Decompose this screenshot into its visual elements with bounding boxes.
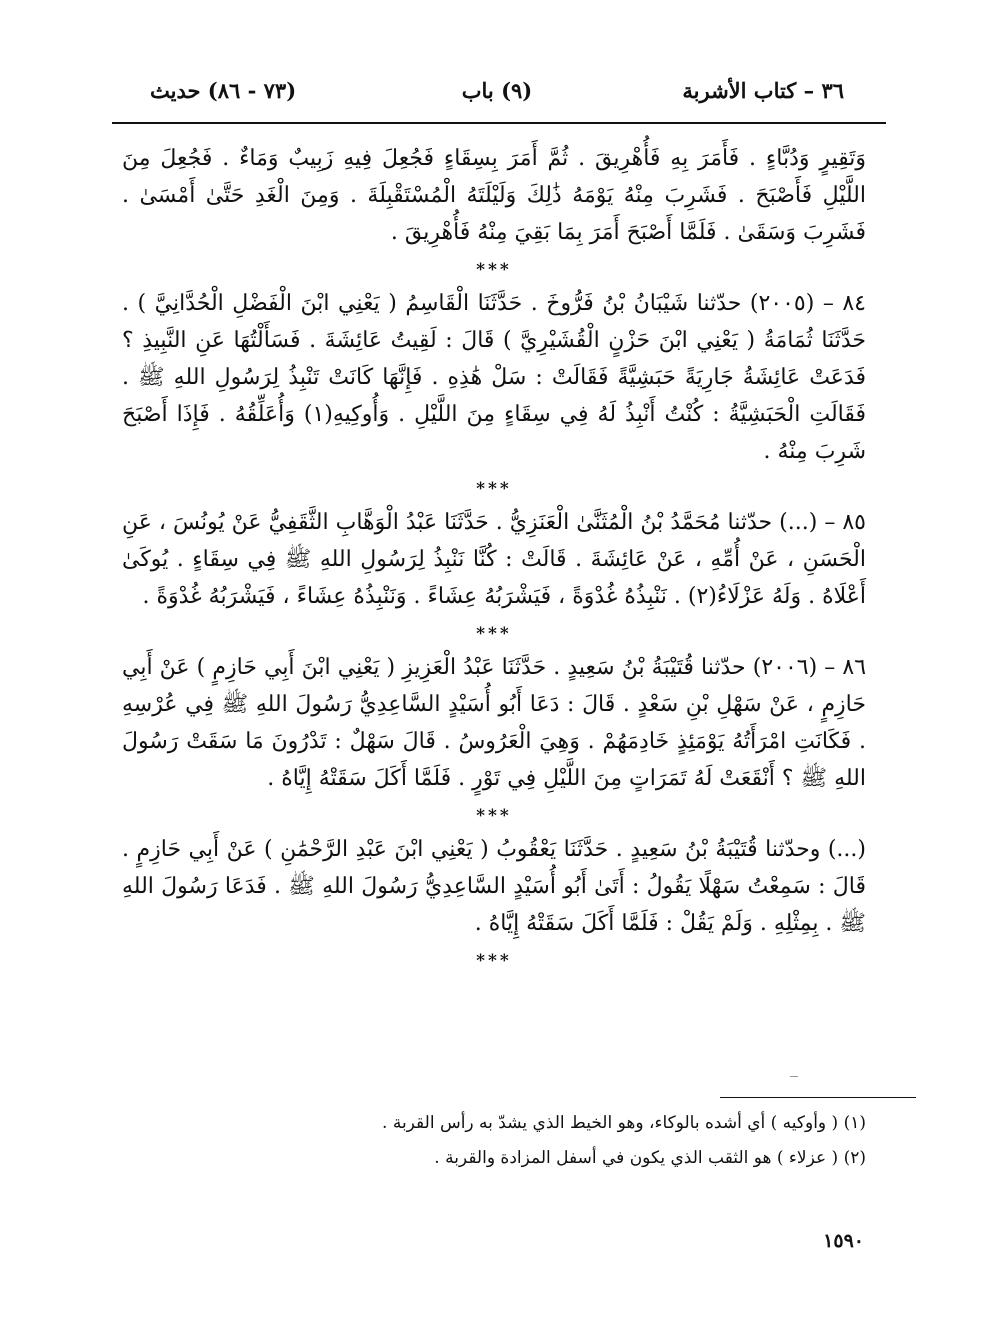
main-text bbox=[122, 140, 866, 976]
hadith-86: ٨٦ – (٢٠٠٦) حدّثنا قُتَيْبَةُ بْنُ سَعِيدٍ . حَدَّثَنَا عَبْدُ الْعَزِيزِ ( يَعْنِي ابْنَ أَبِي حَازِمٍ ) عَنْ أَبِي حَازِمٍ ، عَنْ سَهْلِ بْنِ سَعْدٍ . قَالَ : دَعَا أَبُو أُسَيْدٍ السَّاعِدِيُّ رَسُولَ اللهِ ﷺ فِي عُرْسِهِ . فَكَانَتِ امْرَأَتُهُ يَوْمَئِذٍ خَادِمَهُمْ . وَهِيَ الْعَرُوسُ . قَالَ سَهْلٌ : تَدْرُونَ مَا سَقَتْ رَسُولَ اللهِ ﷺ ؟ أَنْقَعَتْ لَهُ تَمَرَاتٍ مِنَ اللَّيْلِ فِي تَوْرٍ . فَلَمَّا أَكَلَ سَقَتْهُ إِيَّاهُ . bbox=[122, 655, 867, 791]
margin-mark bbox=[790, 1076, 798, 1077]
header-hadith-range: (٧٣ - ٨٦) حديث bbox=[150, 78, 297, 103]
footnote-2: (٢) ( عزلاء ) هو الثقب الذي يكون في أسفل المزادة والقربة . bbox=[434, 1148, 866, 1168]
footnote-1: (١) ( وأوكيه ) أي أشده بالوكاء، وهو الخيط الذي يشدّ به رأس القربة . bbox=[382, 1113, 866, 1133]
footnotes bbox=[380, 1106, 866, 1176]
section-separator: *** bbox=[476, 479, 512, 499]
section-separator: *** bbox=[476, 951, 512, 971]
header-rule bbox=[112, 122, 886, 124]
page-number: ١٥٩٠ bbox=[823, 1230, 864, 1252]
footnote-rule bbox=[720, 1097, 916, 1098]
header-book-title: ٣٦ – كتاب الأشربة bbox=[682, 78, 844, 103]
hadith-86-variant: (...) وحدّثنا قُتَيْبَةُ بْنُ سَعِيدٍ . حَدَّثَنَا يَعْقُوبُ ( يَعْنِي ابْنَ عَبْدِ الرَّحْمَٰنِ ) عَنْ أَبِي حَازِمٍ . قَالَ : سَمِعْتُ سَهْلًا يَقُولُ : أَتَىٰ أَبُو أُسَيْدٍ السَّاعِدِيُّ رَسُولَ اللهِ ﷺ . فَدَعَا رَسُولَ اللهِ ﷺ . بِمِثْلِهِ . وَلَمْ يَقُلْ : فَلَمَّا أَكَلَ سَقَتْهُ إِيَّاهُ . bbox=[122, 837, 866, 936]
section-separator: *** bbox=[476, 260, 512, 280]
hadith-84: ٨٤ – (٢٠٠٥) حدّثنا شَيْبَانُ بْنُ فَرُّوخَ . حَدَّثَنَا الْقَاسِمُ ( يَعْنِي ابْنَ الْفَضْلِ الْحُدَّانِيَّ ) . حَدَّثَنَا ثُمَامَةُ ( يَعْنِي ابْنَ حَزْنٍ الْقُشَيْرِيَّ ) قَالَ : لَقِيتُ عَائِشَةَ . فَسَأَلْتُهَا عَنِ النَّبِيذِ ؟ فَدَعَتْ عَائِشَةُ جَارِيَةً حَبَشِيَّةً فَقَالَتْ : سَلْ هَٰذِهِ . فَإِنَّهَا كَانَتْ تَنْبِذُ لِرَسُولِ اللهِ ﷺ . فَقَالَتِ الْحَبَشِيَّةُ : كُنْتُ أَنْبِذُ لَهُ فِي سِقَاءٍ مِنَ اللَّيْلِ . وَأُوكِيهِ(١) وَأُعَلِّقُهُ . فَإِذَا أَصْبَحَ شَرِبَ مِنْهُ . bbox=[122, 291, 866, 464]
hadith-85: ٨٥ – (...) حدّثنا مُحَمَّدُ بْنُ الْمُثَنَّىٰ الْعَنَزِيُّ . حَدَّثَنَا عَبْدُ الْوَهَّابِ الثَّقَفِيُّ عَنْ يُونُسَ ، عَنِ الْحَسَنِ ، عَنْ أُمِّهِ ، عَنْ عَائِشَةَ . قَالَتْ : كُنَّا نَنْبِذُ لِرَسُولِ اللهِ ﷺ فِي سِقَاءٍ . يُوكَىٰ أَعْلَاهُ . وَلَهُ عَزْلَاءُ(٢) . نَنْبِذُهُ غُدْوَةً ، فَيَشْرَبُهُ عِشَاءً . وَنَنْبِذُهُ عِشَاءً ، فَيَشْرَبُهُ غُدْوَةً . bbox=[122, 510, 866, 609]
running-header bbox=[150, 78, 844, 118]
paragraph-continuation: وَتَقِيرٍ وَدُبَّاءٍ . فَأَمَرَ بِهِ فَأُهْرِيقَ . ثُمَّ أَمَرَ بِسِقَاءٍ فَجُعِلَ فِيهِ زَبِيبٌ وَمَاءٌ . فَجُعِلَ مِنَ اللَّيْلِ فَأَصْبَحَ . فَشَرِبَ مِنْهُ يَوْمَهُ ذَٰلِكَ وَلَيْلَتَهُ الْمُسْتَقْبِلَةَ . وَمِنَ الْغَدِ حَتَّىٰ أَمْسَىٰ . فَشَرِبَ وَسَقَىٰ . فَلَمَّا أَصْبَحَ أَمَرَ بِمَا بَقِيَ مِنْهُ فَأُهْرِيقَ . bbox=[122, 146, 866, 245]
header-chapter: (٩) باب bbox=[461, 78, 533, 103]
section-separator: *** bbox=[476, 624, 512, 644]
section-separator: *** bbox=[476, 806, 512, 826]
